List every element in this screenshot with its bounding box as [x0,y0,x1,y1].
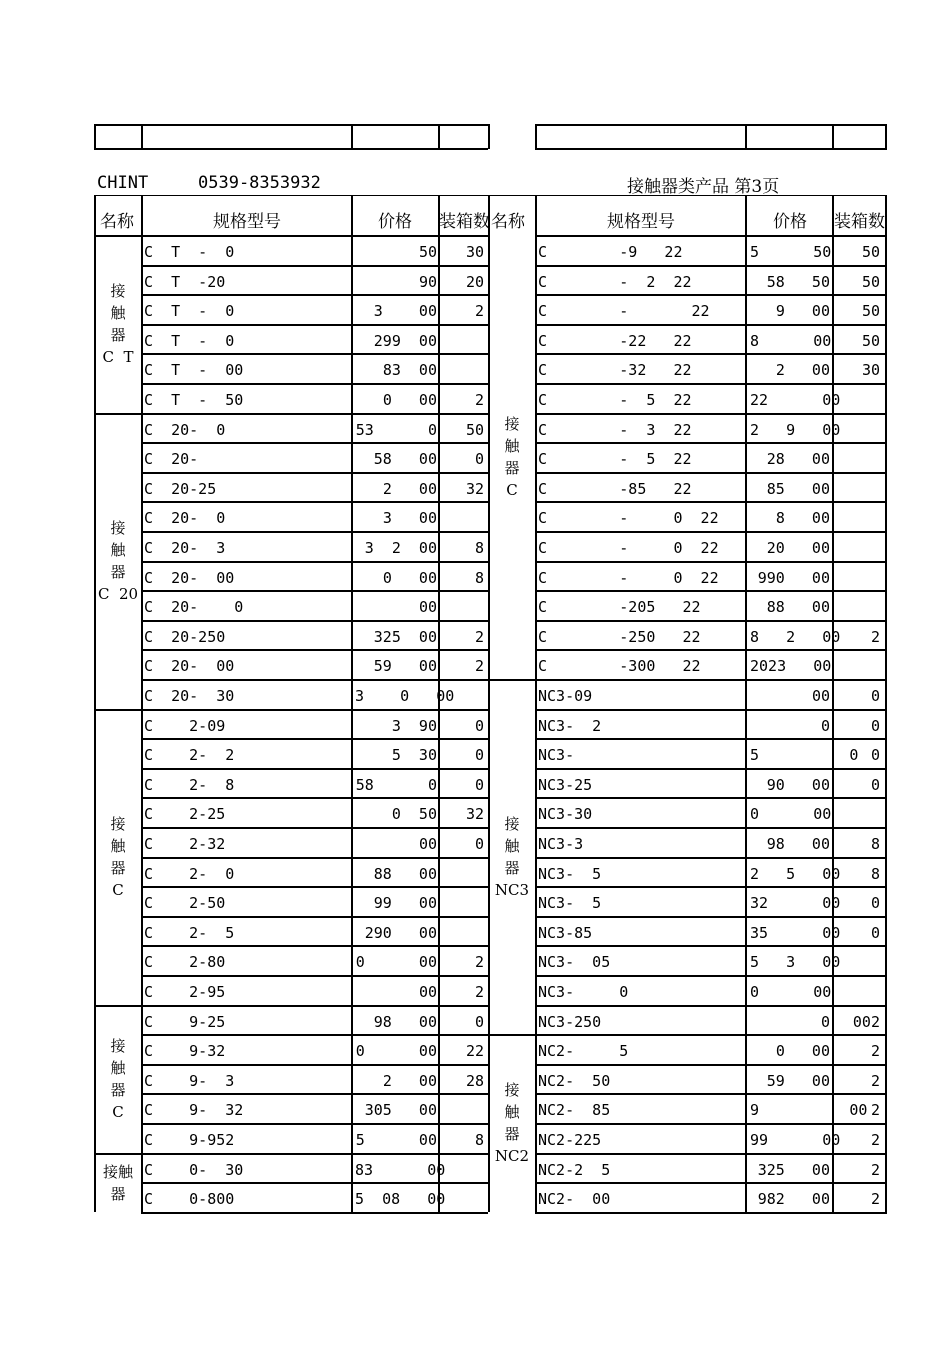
right-row-pack: 2 [870,1131,880,1149]
right-row-pack: 2 [870,1072,880,1090]
grid-line [535,738,887,740]
grid-line [535,827,887,829]
left-row-model: C T - 0 [144,243,235,261]
right-row-model: C -300 22 [538,657,701,675]
right-row-price: 8 2 00 [750,628,841,646]
grid-line [535,1034,887,1036]
grid-line [141,620,488,622]
left-row-pack: 20 [465,273,484,291]
left-row-price: 0 50 [391,805,437,823]
grid-line [141,709,488,711]
left-row-price: 50 [418,243,437,261]
grid-line [141,649,488,651]
grid-line [94,1153,141,1155]
left-row-price: 0 00 [382,391,437,409]
left-row-price: 00 [418,835,437,853]
right-row-pack: 8 [870,835,880,853]
left-row-price: 305 00 [364,1101,437,1119]
right-row-pack: 50 [861,332,880,350]
grid-line [141,1212,488,1214]
brand-name: CHINT [97,173,149,193]
right-row-model: NC3-250 [538,1013,602,1031]
grid-line [535,501,887,503]
left-row-price: 5 08 00 [355,1190,446,1208]
left-row-model: C T - 50 [144,391,244,409]
grid-line [141,265,488,267]
left-row-model: C 20- 3 [144,539,226,557]
grid-line [535,1005,887,1007]
left-row-price: 0 00 [382,569,437,587]
grid-line [141,1123,488,1125]
grid-line [535,324,887,326]
right-row-model: C - 22 [538,302,710,320]
col-pack-right: 装箱数 [834,212,885,232]
left-row-model: C T - 00 [144,361,244,379]
grid-line [535,472,887,474]
left-row-model: C 20- 0 [144,509,226,527]
left-row-model: C 20- 0 [144,598,244,616]
left-row-pack: 8 [474,1131,484,1149]
left-row-price: 98 00 [373,1013,437,1031]
left-row-model: C 2- 5 [144,924,235,942]
grid-line [141,294,488,296]
grid-line [141,797,488,799]
grid-line [141,472,488,474]
grid-line [535,620,887,622]
right-row-pack: 50 [861,243,880,261]
right-row-model: C - 2 22 [538,273,692,291]
right-row-model: NC3- 5 [538,894,602,912]
right-category-label: 接 触 器 NC2 [494,1081,530,1165]
right-row-price: 9 00 [775,302,830,320]
grid-line [535,353,887,355]
right-row-price: 9 00 [750,1101,868,1119]
grid-line [535,945,887,947]
right-row-model: NC2- 5 [538,1042,629,1060]
right-row-price: 32 00 [750,894,841,912]
grid-line [141,195,143,1212]
grid-line [535,531,887,533]
right-row-pack: 002 [852,1013,880,1031]
grid-line [141,738,488,740]
right-row-model: C - 5 22 [538,450,692,468]
left-row-price: 53 0 [355,421,437,439]
grid-line [535,590,887,592]
right-row-pack: 2 [870,1161,880,1179]
right-row-pack: 0 [870,894,880,912]
grid-line [141,531,488,533]
left-row-price: 290 00 [364,924,437,942]
left-row-pack: 2 [474,657,484,675]
left-row-model: C 2- 2 [144,746,235,764]
left-category-label: 接触 器 [102,1163,133,1203]
grid-line [94,1005,141,1007]
right-row-model: NC2-225 [538,1131,602,1149]
grid-line [141,1182,488,1184]
right-row-model: C - 3 22 [538,421,692,439]
grid-line [535,235,887,237]
grid-line [141,679,488,681]
grid-line [488,1034,535,1036]
right-row-price: 0 [820,717,830,735]
left-row-pack: 32 [465,805,484,823]
grid-line [535,1064,887,1066]
grid-line [535,561,887,563]
right-category-label: 接 触 器 NC3 [494,815,530,899]
right-row-model: NC2- 85 [538,1101,611,1119]
left-row-model: C 0- 30 [144,1161,244,1179]
left-row-pack: 0 [474,1013,484,1031]
right-row-price: 2023 00 [750,657,832,675]
left-row-price: 325 00 [373,628,437,646]
left-row-model: C 20- 30 [144,687,235,705]
left-row-pack: 2 [474,983,484,1001]
right-row-price: 325 00 [757,1161,830,1179]
grid-line [535,679,887,681]
left-row-model: C T - 0 [144,302,235,320]
left-category-label: 接 触 器 C T [102,282,134,366]
page-title: 接触器类产品 第3页 [627,177,780,197]
grid-line [535,1153,887,1155]
right-row-model: NC2- 00 [538,1190,611,1208]
right-row-model: C - 0 22 [538,569,719,587]
left-row-pack: 2 [474,391,484,409]
left-row-price: 3 00 [373,302,437,320]
right-row-model: C -22 22 [538,332,692,350]
right-row-model: NC3- 5 [538,865,602,883]
right-row-pack: 2 [870,628,880,646]
right-row-model: C - 0 22 [538,509,719,527]
left-row-model: C 20- 0 [144,421,226,439]
left-row-price: 83 00 [382,361,437,379]
left-row-model: C 20- 00 [144,569,235,587]
left-row-model: C 9-25 [144,1013,226,1031]
left-category-label: 接 触 器 C [110,1037,126,1121]
grid-line [535,294,887,296]
grid-line [488,679,535,681]
grid-line [141,353,488,355]
left-row-pack: 28 [465,1072,484,1090]
left-row-model: C 9- 3 [144,1072,235,1090]
right-row-model: NC3-09 [538,687,593,705]
grid-line [141,1153,488,1155]
right-row-price: 5 3 00 [750,953,841,971]
right-row-price: 20 00 [766,539,830,557]
phone-number: 0539-8353932 [198,173,321,193]
right-row-price: 990 00 [757,569,830,587]
grid-line [141,501,488,503]
left-row-pack: 0 [474,717,484,735]
left-row-price: 3 0 00 [355,687,455,705]
grid-line [141,916,488,918]
right-row-model: NC3- 2 [538,717,602,735]
right-row-price: 58 50 [766,273,830,291]
right-row-pack: 8 [870,865,880,883]
left-row-model: C 9- 32 [144,1101,244,1119]
right-row-price: 22 00 [750,391,841,409]
right-row-price: 8 00 [750,332,832,350]
right-row-price: 0 00 [750,983,832,1001]
grid-line [885,195,887,1212]
left-row-model: C T - 0 [144,332,235,350]
grid-line [94,195,886,196]
right-row-pack: 0 [870,687,880,705]
left-row-price: 0 00 [355,953,437,971]
grid-line [141,442,488,444]
grid-line [94,235,488,237]
grid-line [141,827,488,829]
right-row-pack: 0 [870,776,880,794]
right-row-model: C -85 22 [538,480,692,498]
grid-line [141,590,488,592]
right-row-price: 8 00 [775,509,830,527]
left-row-pack: 30 [465,243,484,261]
right-row-model: NC3-30 [538,805,593,823]
right-row-model: NC3-3 [538,835,584,853]
grid-line [535,1093,887,1095]
right-row-model: C - 0 22 [538,539,719,557]
grid-line [94,413,141,415]
grid-line [535,857,887,859]
left-row-model: C 2- 0 [144,865,235,883]
left-row-pack: 2 [474,953,484,971]
grid-line [141,857,488,859]
left-row-price: 90 [418,273,437,291]
right-row-price: 98 00 [766,835,830,853]
right-row-price: 0 00 [750,805,832,823]
right-row-price: 90 00 [766,776,830,794]
right-row-price: 2 9 00 [750,421,841,439]
right-row-pack: 0 [870,717,880,735]
left-row-price: 00 [418,598,437,616]
right-row-price: 85 00 [766,480,830,498]
right-row-pack: 0 [870,746,880,764]
right-row-model: C -205 22 [538,598,701,616]
grid-line [94,709,141,711]
left-row-model: C 20- 00 [144,657,235,675]
grid-line [535,195,537,1212]
grid-line [535,383,887,385]
grid-line [745,195,747,1212]
left-row-model: C 2-09 [144,717,226,735]
left-row-price: 5 30 [391,746,437,764]
grid-line [141,1005,488,1007]
left-row-price: 88 00 [373,865,437,883]
left-row-price: 58 00 [373,450,437,468]
left-row-pack: 2 [474,628,484,646]
left-row-pack: 50 [465,421,484,439]
right-row-price: 28 00 [766,450,830,468]
grid-line [535,1212,887,1214]
left-row-model: C 9-32 [144,1042,226,1060]
grid-line [141,945,488,947]
left-row-price: 83 00 [355,1161,446,1179]
left-row-pack: 0 [474,776,484,794]
col-model-left: 规格型号 [213,212,281,232]
right-row-pack: 50 [861,273,880,291]
grid-line [535,886,887,888]
grid-line [535,916,887,918]
left-row-pack: 0 [474,746,484,764]
left-row-price: 2 00 [382,1072,437,1090]
left-row-model: C 2- 8 [144,776,235,794]
left-row-price: 00 [418,983,437,1001]
grid-line [141,324,488,326]
right-row-price: 0 [820,1013,830,1031]
right-category-label: 接 触 器 C [504,415,520,499]
left-row-model: C 20-250 [144,628,226,646]
left-row-model: C 20- [144,450,199,468]
left-row-pack: 2 [474,302,484,320]
grid-line [535,709,887,711]
left-row-price: 3 2 00 [364,539,437,557]
grid-line [141,383,488,385]
right-row-pack: 2 [870,1042,880,1060]
left-category-label: 接 触 器 C [110,815,126,899]
right-row-pack: 30 [861,361,880,379]
right-row-price: 5 0 [750,746,859,764]
grid-line [535,1123,887,1125]
left-row-pack: 0 [474,450,484,468]
grid-line [141,1093,488,1095]
left-row-pack: 22 [465,1042,484,1060]
left-row-pack: 8 [474,539,484,557]
grid-line [141,413,488,415]
right-row-model: NC3-25 [538,776,593,794]
right-row-model: C -32 22 [538,361,692,379]
right-row-price: 982 00 [757,1190,830,1208]
left-row-pack: 32 [465,480,484,498]
right-row-price: 59 00 [766,1072,830,1090]
right-row-price: 5 50 [750,243,832,261]
grid-line [141,1034,488,1036]
right-row-model: C -250 22 [538,628,701,646]
right-row-pack: 0 [870,924,880,942]
left-row-model: C 2-50 [144,894,226,912]
grid-line [535,797,887,799]
grid-line [535,975,887,977]
left-row-model: C 20-25 [144,480,217,498]
right-row-price: 2 5 00 [750,865,841,883]
right-row-pack: 2 [870,1101,880,1119]
col-pack-left: 装箱数 [439,212,490,232]
right-row-price: 99 00 [750,1131,841,1149]
right-row-pack: 2 [870,1190,880,1208]
right-row-price: 2 00 [775,361,830,379]
left-category-label: 接 触 器 C 20 [97,519,139,603]
right-row-price: 35 00 [750,924,841,942]
col-price-left: 价格 [378,212,412,232]
col-model-right: 规格型号 [607,212,675,232]
left-row-model: C 0-800 [144,1190,235,1208]
left-row-price: 0 00 [355,1042,437,1060]
grid-line [488,195,490,1212]
grid-line [535,649,887,651]
right-row-model: NC2- 50 [538,1072,611,1090]
right-row-model: C -9 22 [538,243,683,261]
col-name-right: 名称 [491,212,525,232]
grid-line [535,442,887,444]
left-row-model: C 2-80 [144,953,226,971]
right-row-model: NC3- 0 [538,983,629,1001]
left-row-model: C 2-25 [144,805,226,823]
left-row-price: 3 00 [382,509,437,527]
left-row-model: C 2-32 [144,835,226,853]
left-row-price: 58 0 [355,776,437,794]
col-price-right: 价格 [773,212,807,232]
right-row-model: NC3- 05 [538,953,611,971]
grid-line [141,1064,488,1066]
grid-line [535,265,887,267]
right-row-model: C - 5 22 [538,391,692,409]
grid-line [535,1182,887,1184]
grid-line [351,195,353,1212]
left-row-price: 5 00 [355,1131,437,1149]
left-row-model: C T -20 [144,273,226,291]
grid-line [141,975,488,977]
right-row-price: 00 [811,687,830,705]
left-row-model: C 2-95 [144,983,226,1001]
grid-line [141,886,488,888]
right-row-model: NC2-2 5 [538,1161,611,1179]
left-row-price: 99 00 [373,894,437,912]
col-name-left: 名称 [100,212,134,232]
left-row-price: 299 00 [373,332,437,350]
grid-line [141,768,488,770]
left-row-pack: 0 [474,835,484,853]
left-row-model: C 9-952 [144,1131,235,1149]
grid-line [535,413,887,415]
grid-line [141,561,488,563]
left-row-pack: 8 [474,569,484,587]
right-row-pack: 50 [861,302,880,320]
grid-line [535,768,887,770]
left-row-price: 2 00 [382,480,437,498]
right-row-model: NC3-85 [538,924,593,942]
right-row-model: NC3- [538,746,575,764]
right-row-price: 0 00 [775,1042,830,1060]
right-row-price: 88 00 [766,598,830,616]
left-row-price: 3 90 [391,717,437,735]
left-row-price: 59 00 [373,657,437,675]
